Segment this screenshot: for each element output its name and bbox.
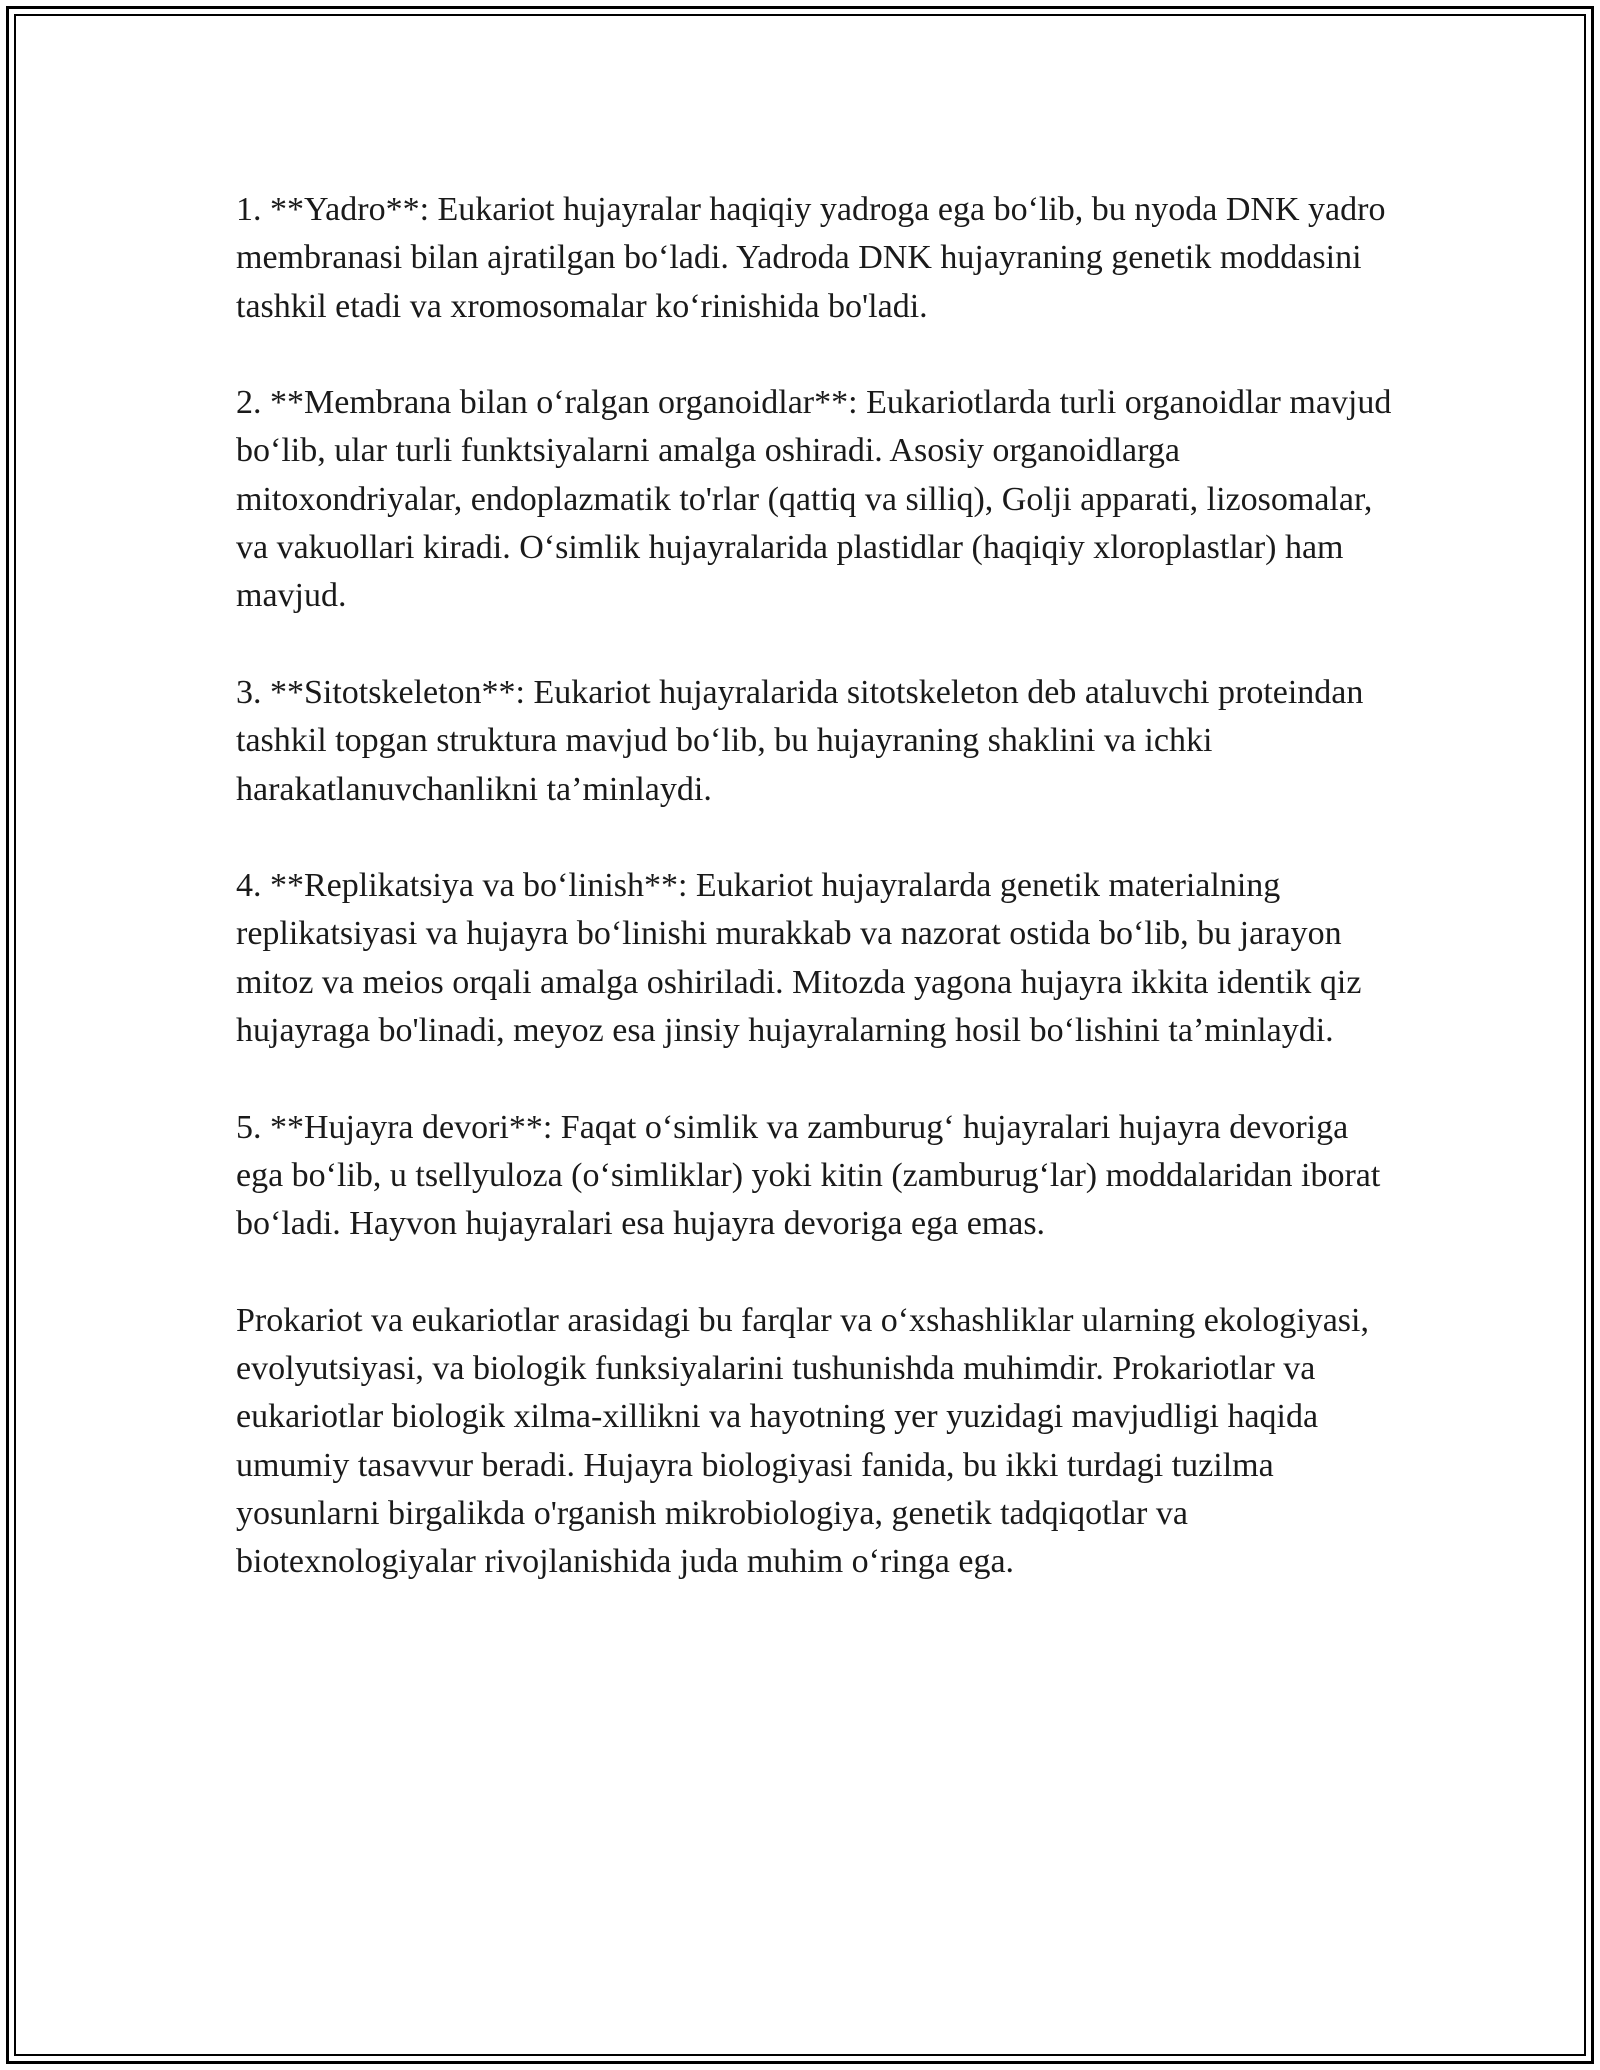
paragraph-yadro: 1. **Yadro**: Eukariot hujayralar haqiqiy yadroga ega bo‘lib, bu nyoda DNK yadro membranasi bilan ajratilgan bo‘ladi. Yadroda DNK hujayraning genetik moddasini tashkil etadi va xromosomalar ko‘rinishida bo'ladi. (236, 191, 1386, 325)
paragraph-membrana-organoidlar: 2. **Membrana bilan o‘ralgan organoidlar**: Eukariotlarda turli organoidlar mavjud bo‘lib, ular turli funktsiyalarni amalga oshiradi. Asosiy organoidlarga mitoxondriyalar, endoplazmatik to'rlar (qattiq va silliq), Golji apparati, lizosomalar, va vakuollari kiradi. O‘simlik hujayralarida plastidlar (haqiqiy xloroplastlar) ham mavjud. (236, 384, 1392, 615)
paragraph-sitotskeleton: 3. **Sitotskeleton**: Eukariot hujayralarida sitotskeleton deb ataluvchi proteindan tashkil topgan struktura mavjud bo‘lib, bu hujayraning shaklini va ichki harakatlanuvchanlikni ta’minlaydi. (236, 673, 1364, 808)
paragraph-replikatsiya: 4. **Replikatsiya va bo‘linish**: Eukariot hujayralarda genetik materialning replikatsiyasi va hujayra bo‘linishi murakkab va nazorat ostida bo‘lib, bu jarayon mitoz va meios orqali amalga oshiriladi. Mitozda yagona hujayra ikkita identik qiz hujayraga bo'linadi, meyoz esa jinsiy hujayralarning hosil bo‘lishini ta’minlaydi. (236, 867, 1362, 1050)
document-body (236, 186, 1396, 1635)
paragraph-hujayra-devori: 5. **Hujayra devori**: Faqat o‘simlik va zamburug‘ hujayralari hujayra devoriga ega bo‘lib, u tsellyuloza (o‘simliklar) yoki kitin (zamburug‘lar) moddalaridan iborat bo‘ladi. Hayvon hujayralari esa hujayra devoriga ega emas. (236, 1108, 1381, 1243)
paragraph-conclusion: Prokariot va eukariotlar arasidagi bu farqlar va o‘xshashliklar ularning ekologiyasi, evolyutsiyasi, va biologik funksiyalarini tushunishda muhimdir. Prokariotlar va eukariotlar biologik xilma-xillikni va hayotning yer yuzidagi mavjudligi haqida umumiy tasavvur beradi. Hujayra biologiyasi fanida, bu ikki turdagi tuzilma yosunlarni birgalikda o'rganish mikrobiologiya, genetik tadqiqotlar va biotexnologiyalar rivojlanishida juda muhim o‘ringa ega. (236, 1301, 1369, 1581)
